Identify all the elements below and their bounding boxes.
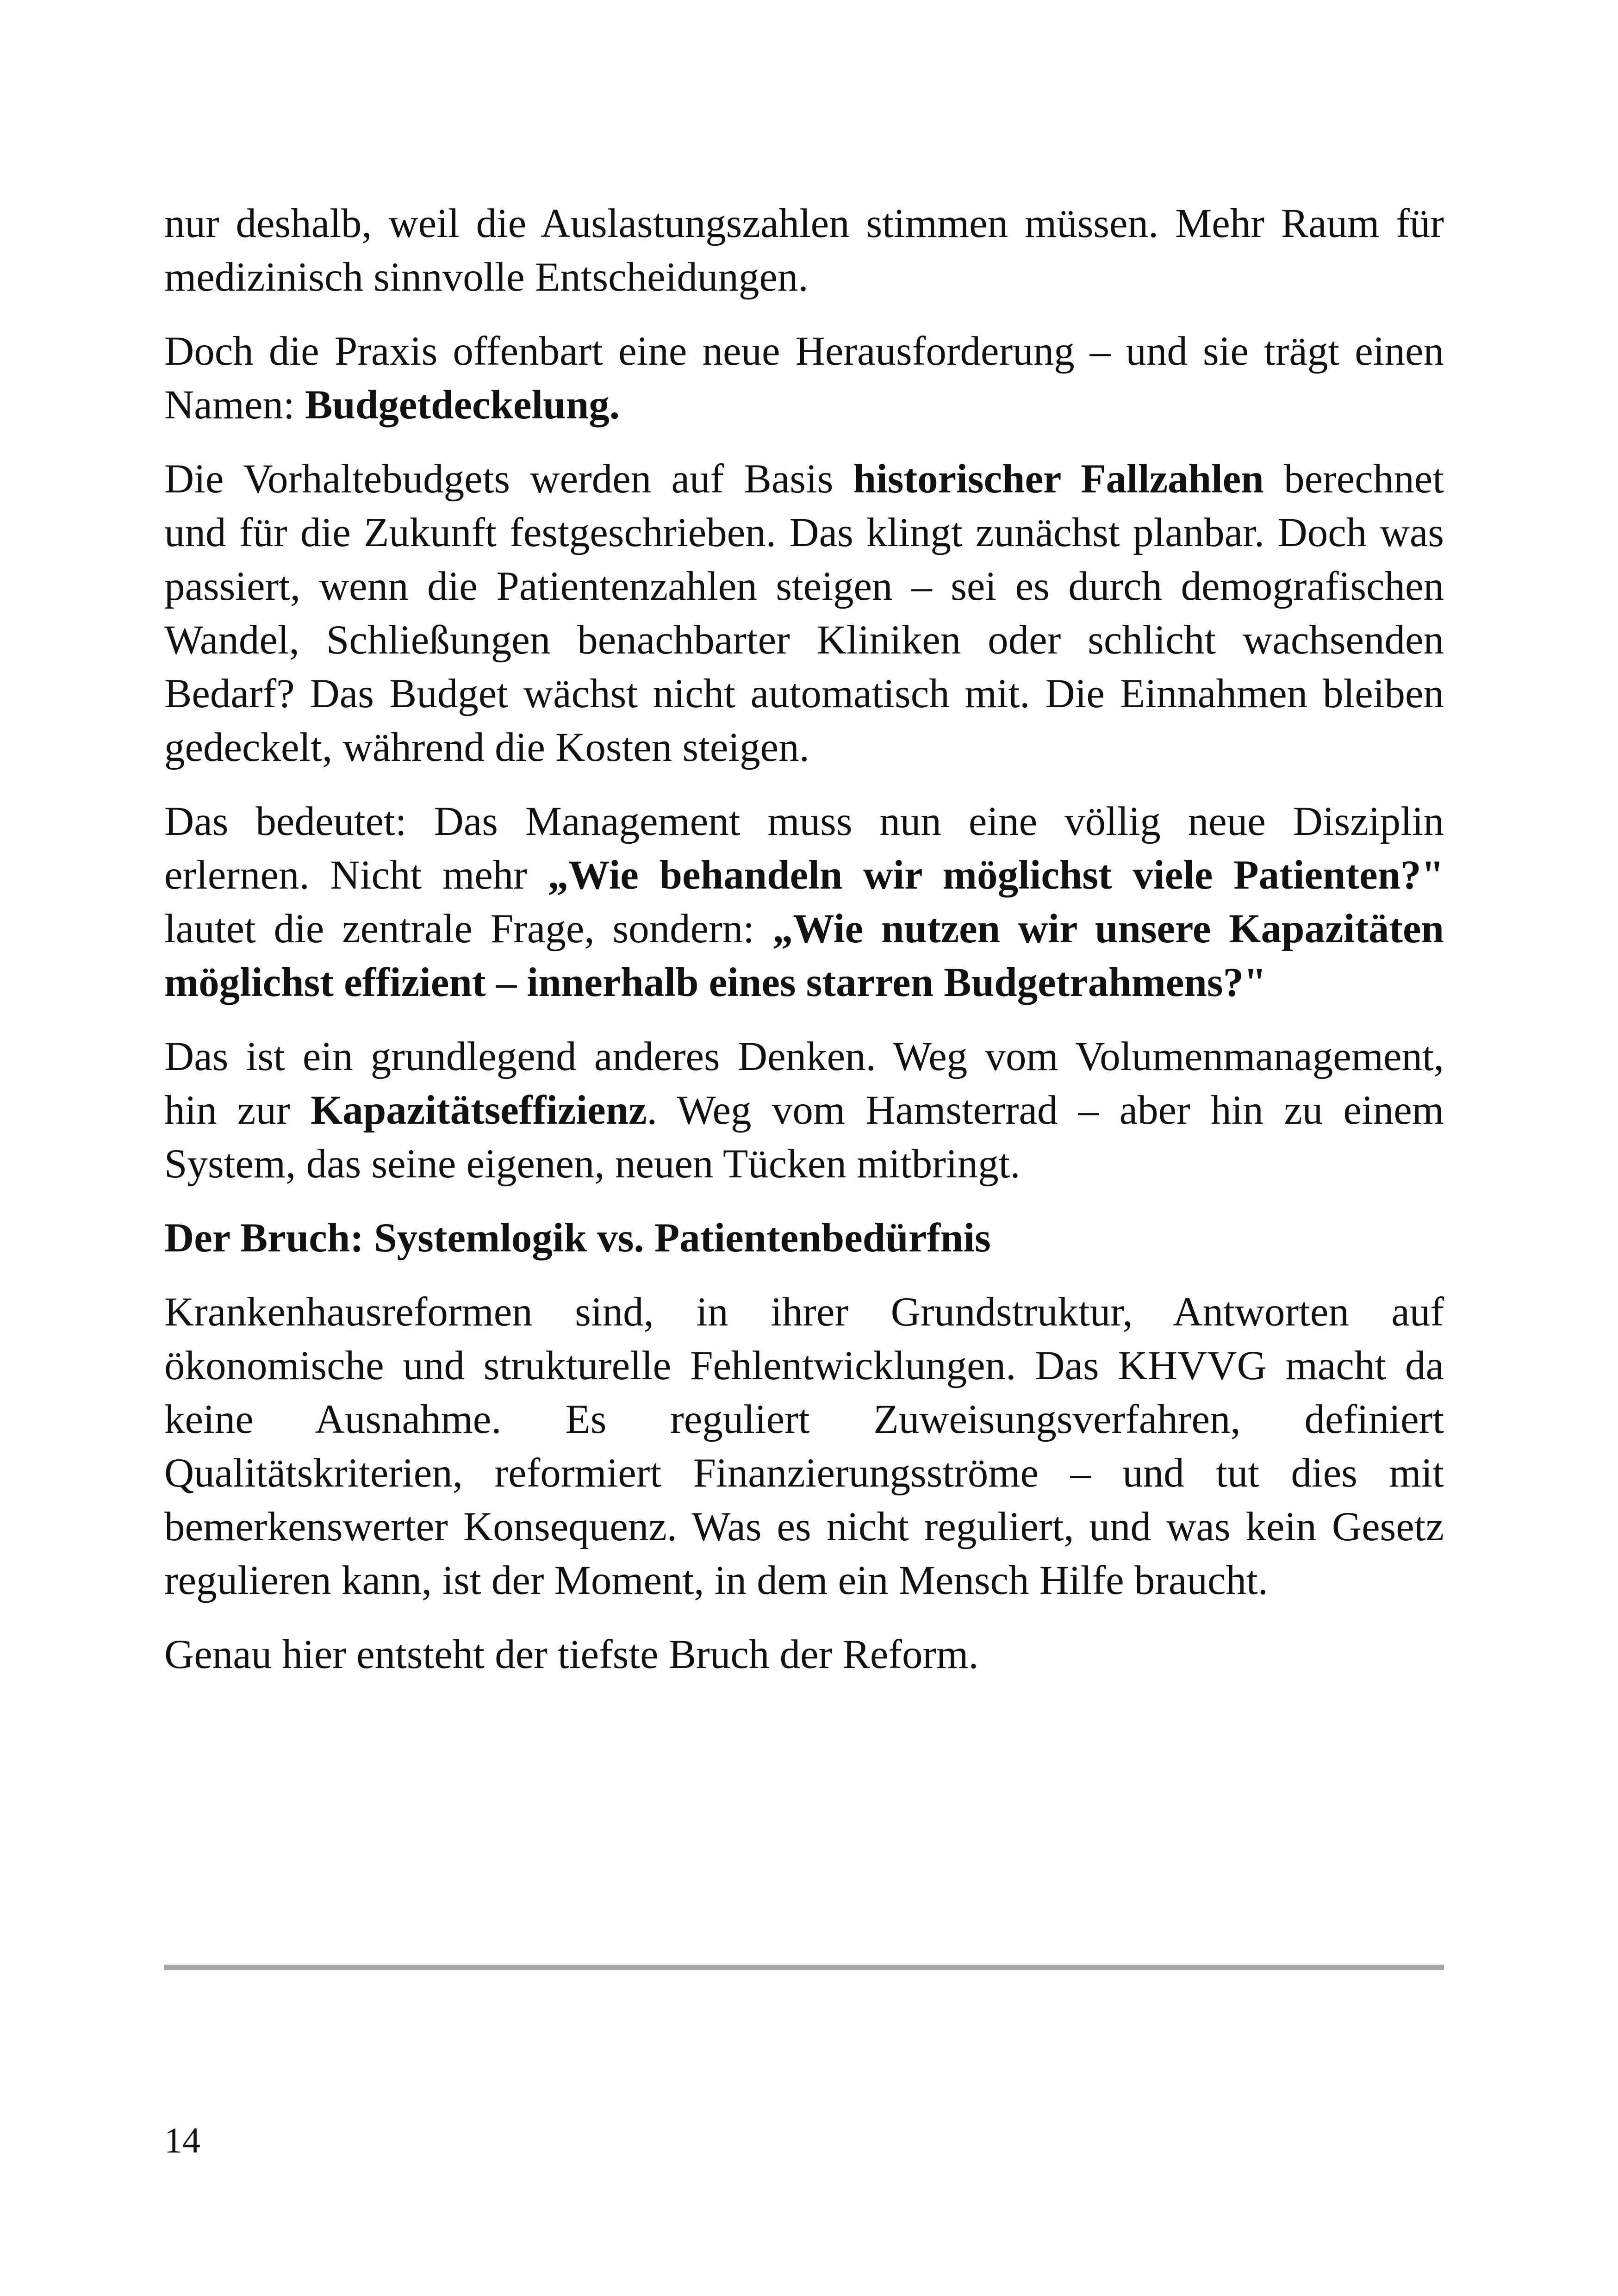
paragraph-4 (164, 795, 1444, 1009)
paragraph-3-text-start: Die Vorhaltebudgets werden auf Basis (164, 456, 853, 502)
paragraph-6-text: Krankenhausreformen sind, in ihrer Grundstruktur, Antworten auf ökonomische und strukturelle Fehlentwicklungen. Das KHVVG macht da keine Ausnahme. Es reguliert Zuweisungsverfahren, definiert Qualitätskriterien, reformiert Finanzierungsströme – und tut dies mit bemerkenswerter Konsequenz. Was es nicht reguliert, und was kein Gesetz regulieren kann, ist der Moment, in dem ein Mensch Hilfe braucht. (164, 1289, 1444, 1603)
paragraph-2-text: Doch die Praxis offenbart eine neue Herausforderung – und sie trägt einen Namen: (164, 329, 1444, 428)
section-divider (164, 1965, 1444, 1970)
page-number: 14 (164, 2120, 200, 2160)
paragraph-3 (164, 452, 1444, 774)
paragraph-5-emphasis: Kapazitätseffizienz (311, 1088, 647, 1133)
paragraph-1 (164, 197, 1444, 304)
paragraph-1-text: nur deshalb, weil die Auslastungszahlen stimmen müssen. Mehr Raum für medizinisch sinnvolle Entscheidungen. (164, 201, 1444, 300)
paragraph-7 (164, 1628, 1444, 1681)
paragraph-4-text-middle: lautet die zentrale Frage, sondern: (164, 906, 772, 952)
paragraph-7-text: Genau hier entsteht der tiefste Bruch der Reform. (164, 1632, 979, 1677)
body-text (164, 197, 1444, 1702)
paragraph-3-text-end: berechnet und für die Zukunft festgeschrieben. Das klingt zunächst planbar. Doch was passiert, wenn die Patientenzahlen steigen – sei es durch demografischen Wandel, Schließungen benachbarter Kliniken oder schlicht wachsenden Bedarf? Das Budget wächst nicht automatisch mit. Die Einnahmen bleiben gedeckelt, während die Kosten steigen. (164, 456, 1444, 770)
paragraph-3-emphasis: historischer Fallzahlen (853, 456, 1264, 502)
paragraph-5-text-end: . Weg vom Hamsterrad – aber hin zu einem System, das seine eigenen, neuen Tücken mitbringt. (164, 1088, 1444, 1187)
paragraph-4-question-1: „Wie behandeln wir möglichst viele Patienten?" (548, 852, 1444, 898)
paragraph-2 (164, 324, 1444, 432)
paragraph-4-text-start: Das bedeutet: Das Management muss nun eine völlig neue Disziplin erlernen. Nicht mehr (164, 799, 1444, 898)
paragraph-4-question-2: „Wie nutzen wir unsere Kapazitäten möglichst effizient – innerhalb eines starren Budgetrahmens?" (164, 906, 1444, 1005)
paragraph-5 (164, 1030, 1444, 1191)
paragraph-2-emphasis: Budgetdeckelung. (305, 382, 620, 428)
section-heading: Der Bruch: Systemlogik vs. Patientenbedürfnis (164, 1215, 991, 1261)
paragraph-5-text-start: Das ist ein grundlegend anderes Denken. Weg vom Volumenmanagement, hin zur (164, 1034, 1444, 1133)
paragraph-6 (164, 1285, 1444, 1607)
